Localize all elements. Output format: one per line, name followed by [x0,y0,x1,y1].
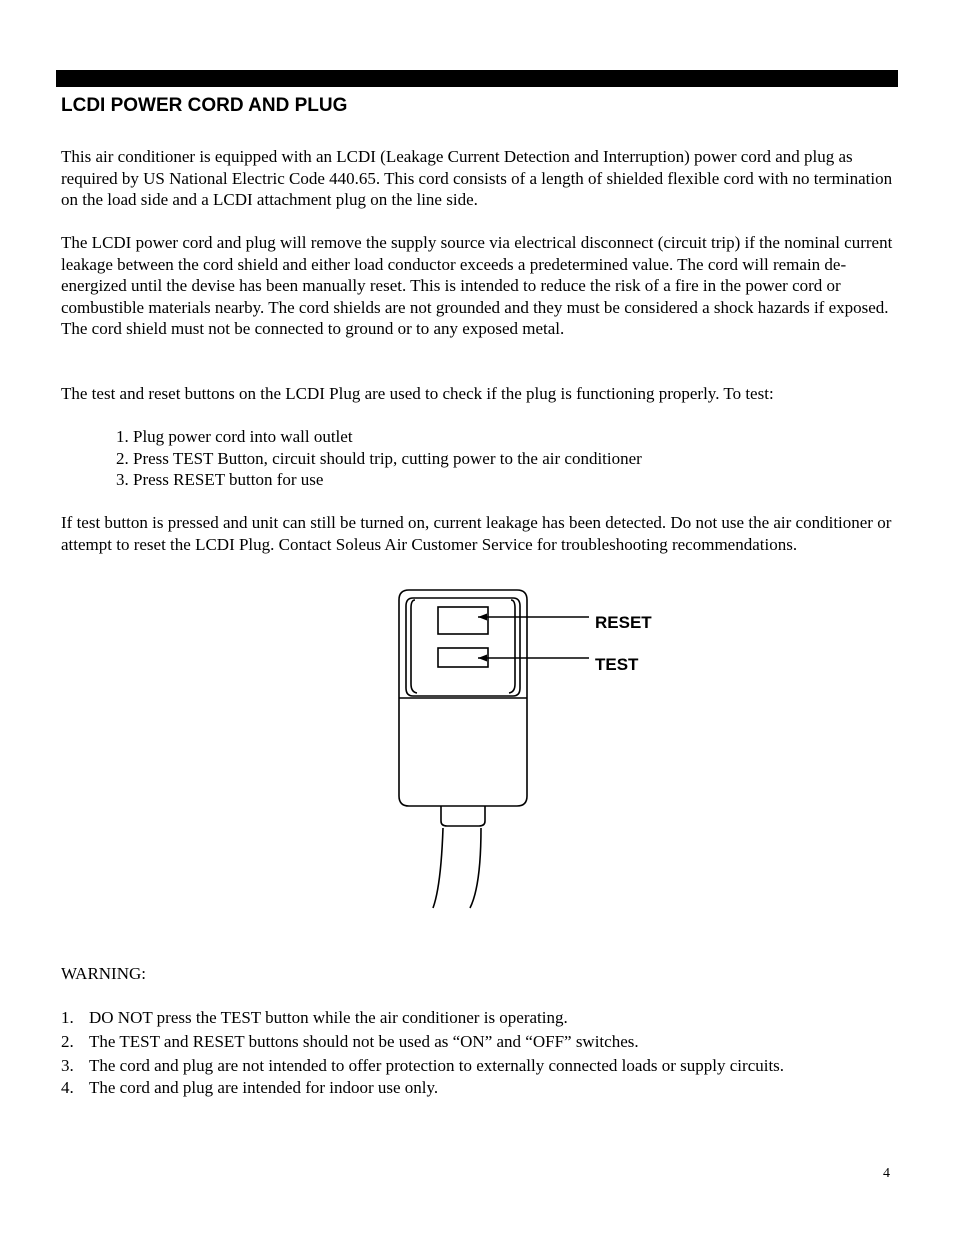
test-intro-paragraph: The test and reset buttons on the LCDI Plug are used to check if the plug is functioning properly. To test: [61,384,774,403]
power-cord [470,828,481,908]
warning-item-number: 4. [61,1078,74,1097]
test-label: TEST [595,655,639,674]
page-number: 4 [883,1166,890,1181]
warning-item-text: The cord and plug are intended for indoor use only. [89,1078,439,1097]
warning-item [61,1031,784,1055]
section-title: LCDI POWER CORD AND PLUG [61,95,348,116]
test-arrowhead [478,655,487,662]
test-step: 2. Press TEST Button, circuit should trip, cutting power to the air conditioner [116,448,642,468]
warning-item-number: 2. [61,1032,74,1051]
leakage-paragraph: If test button is pressed and unit can still be turned on, current leakage has been detected. Do not use the air conditioner or attempt to reset the LCDI Plug. Contact Soleus Air Customer Service for troubleshooting recommendations. [61,513,892,554]
test-step: 3. Press RESET button for use [116,470,324,490]
section-divider-bar [56,70,898,87]
warning-item-text: DO NOT press the TEST button while the air conditioner is operating. [89,1008,568,1027]
plug-face [406,598,520,696]
cord-collar [441,806,485,826]
warning-item-text: The TEST and RESET buttons should not be used as “ON” and “OFF” switches. [89,1032,639,1051]
reset-button [438,607,488,634]
reset-label: RESET [595,613,652,632]
warning-item-text: The cord and plug are not intended to offer protection to externally connected loads or supply circuits. [89,1056,785,1075]
warning-title: WARNING: [61,964,146,983]
power-cord [433,828,443,908]
intro-paragraph: This air conditioner is equipped with an LCDI (Leakage Current Detection and Interruption) power cord and plug as required by US National Electric Code 440.65. This cord consists of a length of shielded flexible cord with no termination on the load side and a LCDI attachment plug on the line side. [61,147,893,210]
warning-item [61,1055,784,1077]
test-steps-list [116,426,642,491]
warning-list [61,1007,784,1099]
warning-item [61,1077,784,1099]
warning-item-number: 3. [61,1056,74,1075]
warning-item [61,1007,784,1031]
reset-arrowhead [478,614,487,621]
function-paragraph: The LCDI power cord and plug will remove the supply source via electrical disconnect (circuit trip) if the nominal current leakage between the cord shield and either load conductor exceeds a predetermined value. The cord will remain de-energized until the devise has been manually reset. This is intended to reduce the risk of a fire in the power cord or combustible materials nearby. The cord shields are not grounded and they must be considered a shock hazards if exposed. The cord shield must not be connected to ground or to any exposed metal. [61,233,893,339]
lcdi-plug-diagram [395,586,675,916]
test-step: 1. Plug power cord into wall outlet [116,427,353,446]
warning-item-number: 1. [61,1008,74,1027]
